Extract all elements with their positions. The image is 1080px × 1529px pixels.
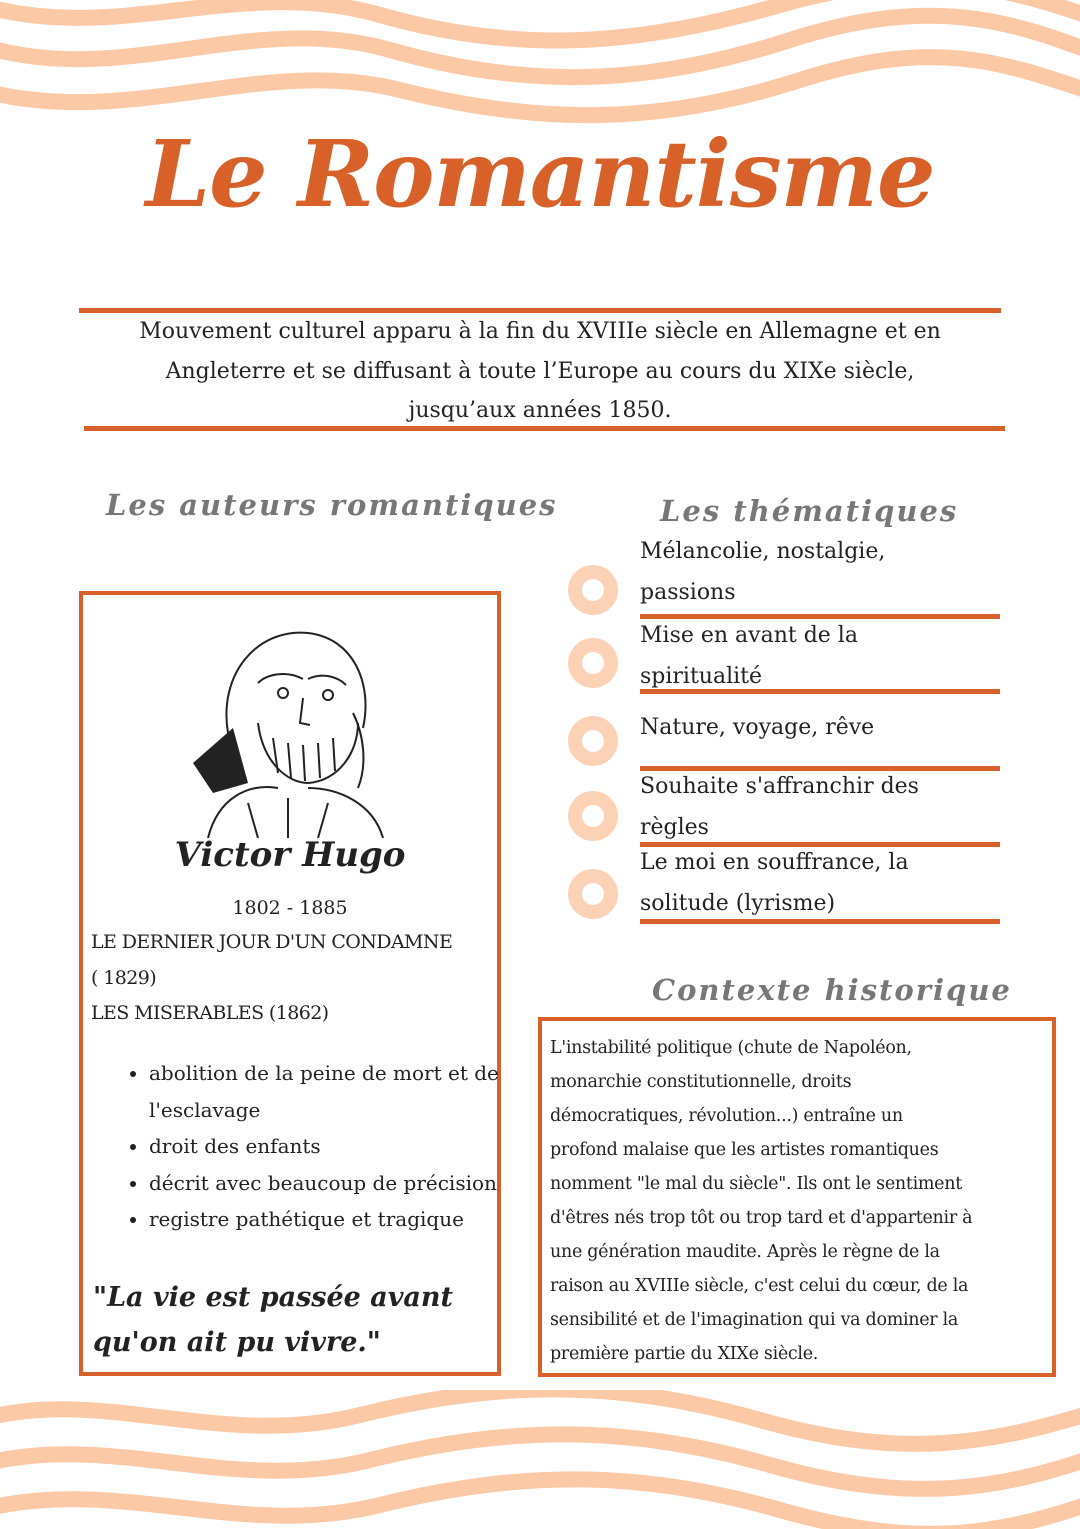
intro-line: Mouvement culturel apparu à la fin du XVIIIe siècle en Allemagne et en bbox=[139, 319, 941, 344]
context-line: démocratiques, révolution...) entraîne un bbox=[550, 1106, 903, 1126]
theme-item: Mélancolie, nostalgie, passions bbox=[640, 539, 886, 605]
bullet-item: • abolition de la peine de mort et de l'esclavage bbox=[149, 1055, 514, 1128]
themes-heading: Les thématiques bbox=[660, 494, 959, 528]
context-line: nomment "le mal du siècle". Ils ont le sentiment bbox=[550, 1174, 962, 1194]
author-works bbox=[91, 925, 491, 1032]
context-line: raison au XVIIIe siècle, c'est celui du cœur, de la bbox=[550, 1276, 969, 1296]
bullet-item: • droit des enfants bbox=[149, 1128, 514, 1165]
context-text bbox=[550, 1031, 1045, 1371]
theme-rule bbox=[640, 919, 1000, 924]
author-box bbox=[79, 591, 501, 1376]
author-bullet-list bbox=[123, 1055, 514, 1238]
theme-item: Nature, voyage, rêve bbox=[640, 715, 875, 740]
intro-line: Angleterre et se diffusant à toute l’Europe au cours du XIXe siècle, bbox=[165, 358, 915, 384]
context-line: d'êtres nés trop tôt ou trop tard et d'appartenir à bbox=[550, 1208, 973, 1228]
theme-bullet-icon bbox=[568, 716, 618, 766]
theme-item: Mise en avant de la spiritualité bbox=[640, 623, 858, 689]
context-line: profond malaise que les artistes romantiques bbox=[550, 1140, 939, 1160]
theme-item: Le moi en souffrance, la solitude (lyrisme) bbox=[640, 850, 909, 916]
bullet-item: • décrit avec beaucoup de précision bbox=[149, 1165, 514, 1202]
theme-bullet-icon bbox=[568, 869, 618, 919]
intro-text bbox=[90, 312, 990, 431]
authors-heading: Les auteurs romantiques bbox=[106, 488, 558, 522]
intro-line: jusqu’aux années 1850. bbox=[408, 398, 672, 423]
context-line: sensibilité et de l'imagination qui va dominer la bbox=[550, 1310, 959, 1330]
context-heading: Contexte historique bbox=[652, 973, 1012, 1007]
intro-bottom-rule bbox=[84, 426, 1005, 431]
author-name: Victor Hugo bbox=[174, 835, 406, 875]
context-line: première partie du XIXe siècle. bbox=[550, 1344, 819, 1364]
context-line: une génération maudite. Après le règne de la bbox=[550, 1242, 940, 1262]
victor-hugo-portrait bbox=[188, 613, 388, 838]
theme-bullet-icon bbox=[568, 638, 618, 688]
work-item: LES MISERABLES (1862) bbox=[91, 1002, 329, 1024]
theme-bullet-icon bbox=[568, 565, 618, 615]
author-dates: 1802 - 1885 bbox=[232, 897, 348, 919]
author-quote: "La vie est passée avant qu'on ait pu vivre." bbox=[93, 1282, 454, 1358]
context-box bbox=[538, 1017, 1056, 1377]
context-line: monarchie constitutionnelle, droits bbox=[550, 1072, 852, 1092]
top-wave-decoration bbox=[0, 0, 1080, 130]
bottom-wave-decoration bbox=[0, 1390, 1080, 1529]
page-title: Le Romantisme bbox=[145, 120, 935, 228]
theme-bullet-icon bbox=[568, 791, 618, 841]
bullet-item: • registre pathétique et tragique bbox=[149, 1201, 514, 1238]
theme-item: Souhaite s'affranchir des règles bbox=[640, 774, 919, 840]
work-item: ( 1829) bbox=[91, 966, 157, 989]
work-item: LE DERNIER JOUR D'UN CONDAMNE bbox=[91, 931, 453, 953]
theme-rule bbox=[640, 689, 1000, 694]
context-line: L'instabilité politique (chute de Napoléon, bbox=[550, 1038, 912, 1058]
